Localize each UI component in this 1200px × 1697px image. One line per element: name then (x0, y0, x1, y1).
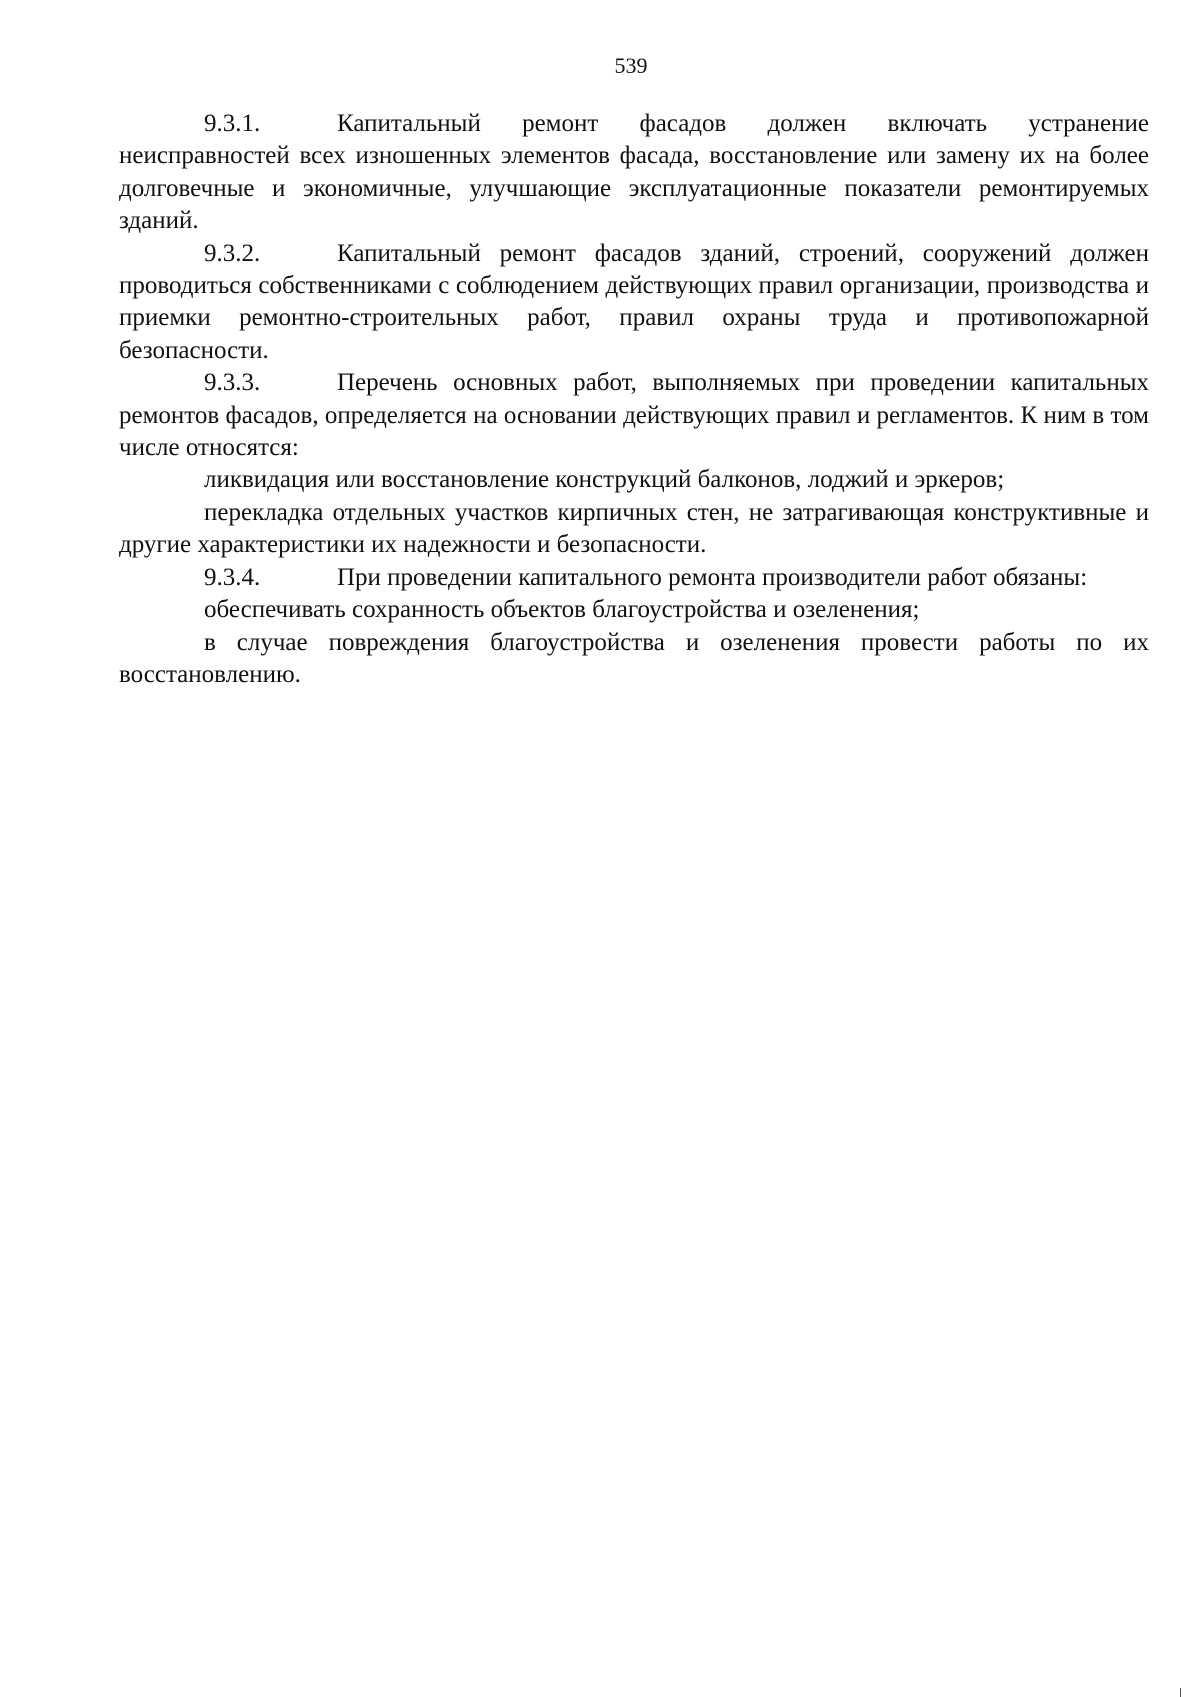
list-item-brickwork (119, 497, 1149, 562)
paragraph-text: При проведении капитального ремонта производители работ обязаны: (337, 563, 1088, 591)
paragraph-text: Капитальный ремонт фасадов должен включать устранение неисправностей всех изношенных элементов фасада, восстановление или замену их на более долговечные и экономичные, улучшающие эксплуатационные показатели ремонтируемых зданий. (119, 110, 1149, 235)
paragraph-9-3-4 (119, 562, 1149, 594)
paragraph-text: перекладка отдельных участков кирпичных стен, не затрагивающая конструктивные и другие характеристики их надежности и безопасности. (119, 498, 1149, 559)
paragraph-number: 9.3.1. (204, 110, 261, 137)
paragraph-number: 9.3.3. (204, 369, 261, 397)
paragraph-text: Перечень основных работ, выполняемых при проведении капитальных ремонтов фасадов, определяется на основании действующих правил и регламентов. К ним в том числе относятся: (119, 369, 1149, 462)
paragraph-9-3-1 (119, 108, 1149, 238)
paragraph-text: ликвидация или восстановление конструкций балконов, лоджий и эркеров; (204, 466, 1005, 494)
list-item-restore-landscaping (119, 627, 1149, 692)
page-number: 539 (614, 53, 648, 78)
paragraph-number: 9.3.4. (204, 563, 261, 591)
scan-mark (1180, 1688, 1181, 1697)
document-body (119, 108, 1149, 691)
list-item-preserve-landscaping (119, 594, 1149, 626)
paragraph-text: в случае повреждения благоустройства и озеленения провести работы по их восстановлению. (119, 628, 1149, 688)
paragraph-9-3-3 (119, 367, 1149, 464)
paragraph-text: Капитальный ремонт фасадов зданий, строений, сооружений должен проводиться собственниками с соблюдением действующих правил организации, производства и приемки ремонтно-строительных работ, правил охраны труда и противопожарной безопасности. (119, 239, 1149, 364)
paragraph-text: обеспечивать сохранность объектов благоустройства и озеленения; (204, 596, 920, 624)
paragraph-9-3-2 (119, 238, 1149, 368)
list-item-balconies (119, 464, 1149, 496)
paragraph-number: 9.3.2. (204, 239, 261, 267)
